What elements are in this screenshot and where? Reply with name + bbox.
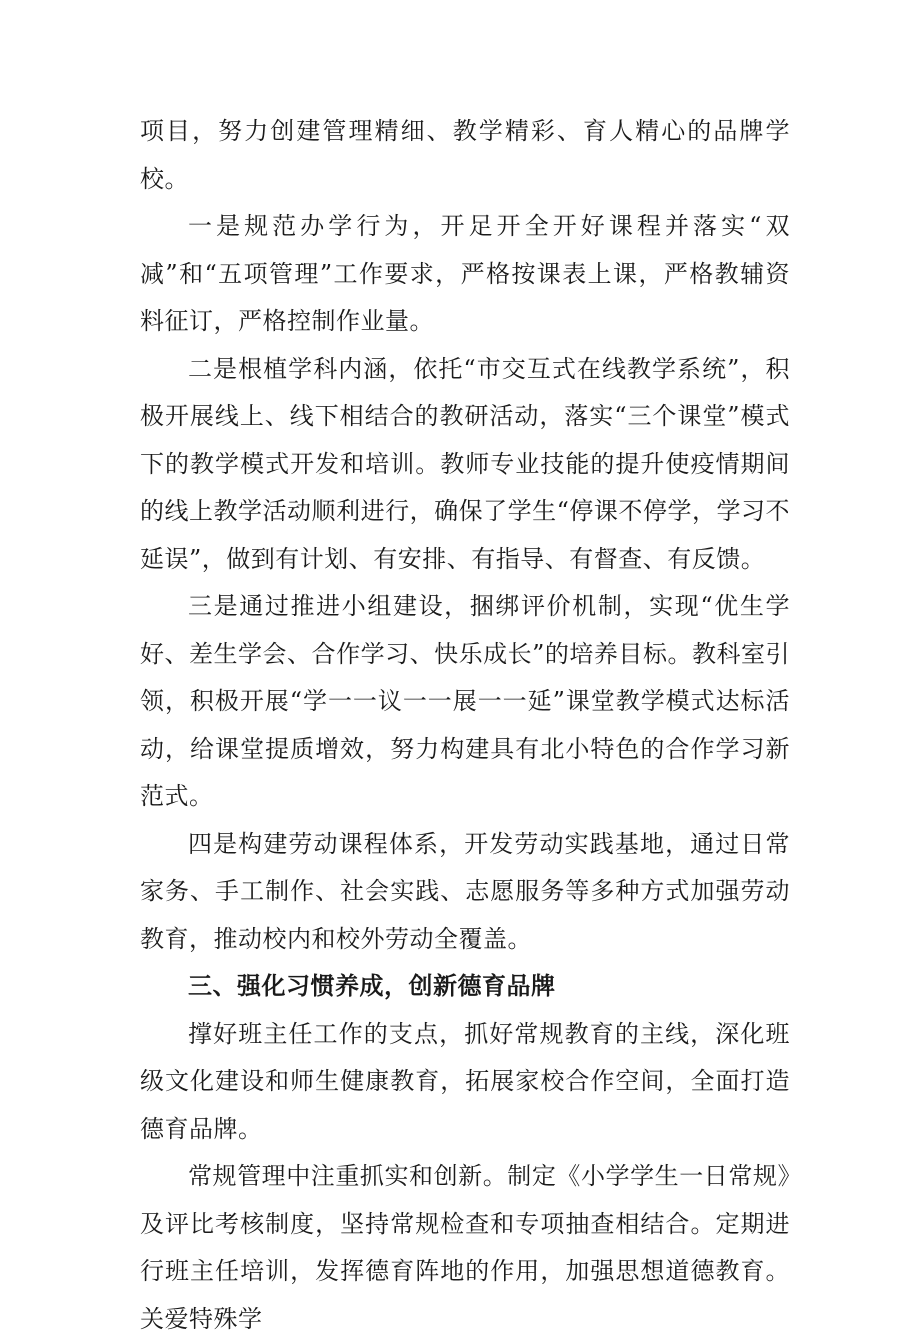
document-body	[140, 108, 790, 1343]
paragraph-item-one: 一是规范办学行为，开足开全开好课程并落实“双减”和“五项管理”工作要求，严格按课表上课，严格教辅资料征订，严格控制作业量。	[140, 212, 790, 335]
paragraph-item-four: 四是构建劳动课程体系，开发劳动实践基地，通过日常家务、手工制作、社会实践、志愿服务等多种方式加强劳动教育，推动校内和校外劳动全覆盖。	[140, 829, 790, 953]
paragraph-item-two: 二是根植学科内涵，依托“市交互式在线教学系统”，积极开展线上、线下相结合的教研活动，落实“三个课堂”模式下的教学模式开发和培训。教师专业技能的提升使疫情期间的线上教学活动顺利进行，确保了学生“停课不停学，学习不延误”，做到有计划、有安排、有指导、有督查、有反馈。	[140, 354, 790, 573]
section-heading: 三、强化习惯养成，创新德育品牌	[188, 972, 556, 1000]
paragraph-continuation: 项目，努力创建管理精细、教学精彩、育人精心的品牌学校。	[140, 117, 790, 193]
paragraph-item-three: 三是通过推进小组建设，捆绑评价机制，实现“优生学好、差生学会、合作学习、快乐成长”的培养目标。教科室引领，积极开展“学一一议一一展一一延”课堂教学模式达标活动，给课堂提质增效，努力构建具有北小特色的合作学习新范式。	[140, 592, 790, 810]
section-routine-paragraph: 常规管理中注重抓实和创新。制定《小学学生一日常规》及评比考核制度，坚持常规检查和专项抽查相结合。定期进行班主任培训，发挥德育阵地的作用，加强思想道德教育。关爱特殊学	[140, 1162, 790, 1333]
section-intro-paragraph: 撑好班主任工作的支点，抓好常规教育的主线，深化班级文化建设和师生健康教育，拓展家校合作空间，全面打造德育品牌。	[140, 1019, 790, 1143]
